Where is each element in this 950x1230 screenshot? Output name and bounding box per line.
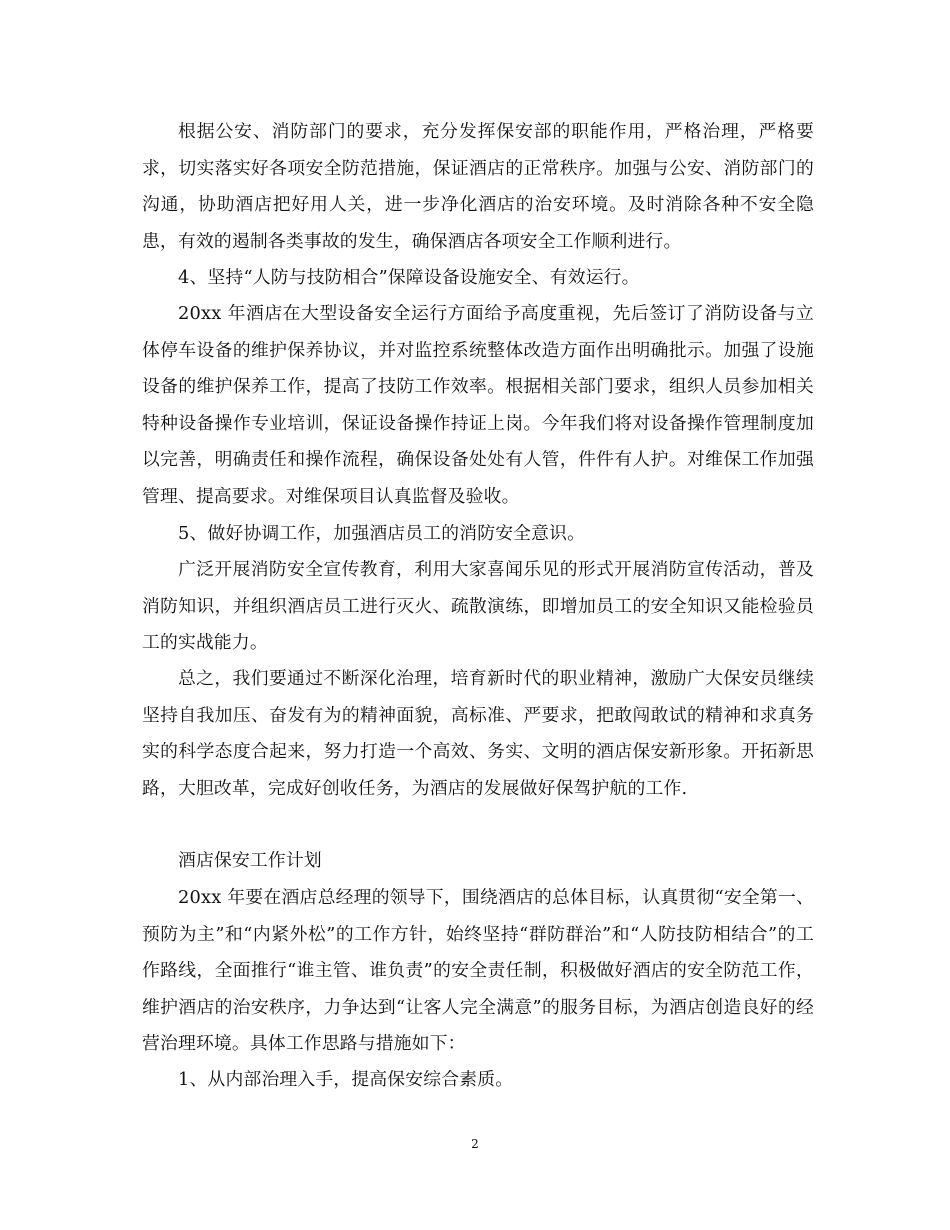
paragraph-heading-4: 4、坚持“人防与技防相合”保障设备设施安全、有效运行。 <box>178 267 640 288</box>
paragraph-security-requirements: 根据公安、消防部门的要求，充分发挥保安部的职能作用，严格治理，严格要求，切实落实好各项安全防范措施，保证酒店的正常秩序。加强与公安、消防部门的沟通，协助酒店把好用人关，进一步净化酒店的治安环境。及时消除各种不安全隐患，有效的遏制各类事故的发生，确保酒店各项安全工作顺利进行。 <box>142 121 814 252</box>
paragraph-work-plan-intro: 20xx 年要在酒店总经理的领导下，围绕酒店的总体目标，认真贯彻“安全第一、预防为主”和“内紧外松”的工作方针，始终坚持“群防群治”和“人防技防相结合”的工作路线，全面推行“谁主管、谁负责”的安全责任制，积极做好酒店的安全防范工作，维护酒店的治安秩序，力争达到“让客人完全满意”的服务目标，为酒店创造良好的经营治理环境。具体工作思路与措施如下： <box>142 887 814 1055</box>
paragraph-heading-5: 5、做好协调工作，加强酒店员工的消防安全意识。 <box>178 523 586 544</box>
page-number: 2 <box>471 1137 479 1151</box>
paragraph-summary: 总之，我们要通过不断深化治理，培育新时代的职业精神，激励广大保安员继续坚持自我加压、奋发有为的精神面貌，高标准、严要求，把敢闯敢试的精神和求真务实的科学态度合起来，努力打造一个高效、务实、文明的酒店保安新形象。开拓新思路，大胆改革，完成好创收任务，为酒店的发展做好保驾护航的工作. <box>142 668 814 799</box>
paragraph-equipment-safety: 20xx 年酒店在大型设备安全运行方面给予高度重视，先后签订了消防设备与立体停车设备的维护保养协议，并对监控系统整体改造方面作出明确批示。加强了设施设备的维护保养工作，提高了技防工作效率。根据相关部门要求，组织人员参加相关特种设备操作专业培训，保证设备操作持证上岗。今年我们将对设备操作管理制度加以完善，明确责任和操作流程，确保设备处处有人管，件件有人护。对维保工作加强管理、提高要求。对维保项目认真监督及验收。 <box>142 303 814 507</box>
paragraph-fire-education: 广泛开展消防安全宣传教育，利用大家喜闻乐见的形式开展消防宣传活动，普及消防知识，并组织酒店员工进行灭火、疏散演练，即增加员工的安全知识又能检验员工的实战能力。 <box>142 559 814 654</box>
section-title: 酒店保安工作计划 <box>178 850 322 871</box>
paragraph-heading-1: 1、从内部治理入手，提高保安综合素质。 <box>178 1069 514 1090</box>
